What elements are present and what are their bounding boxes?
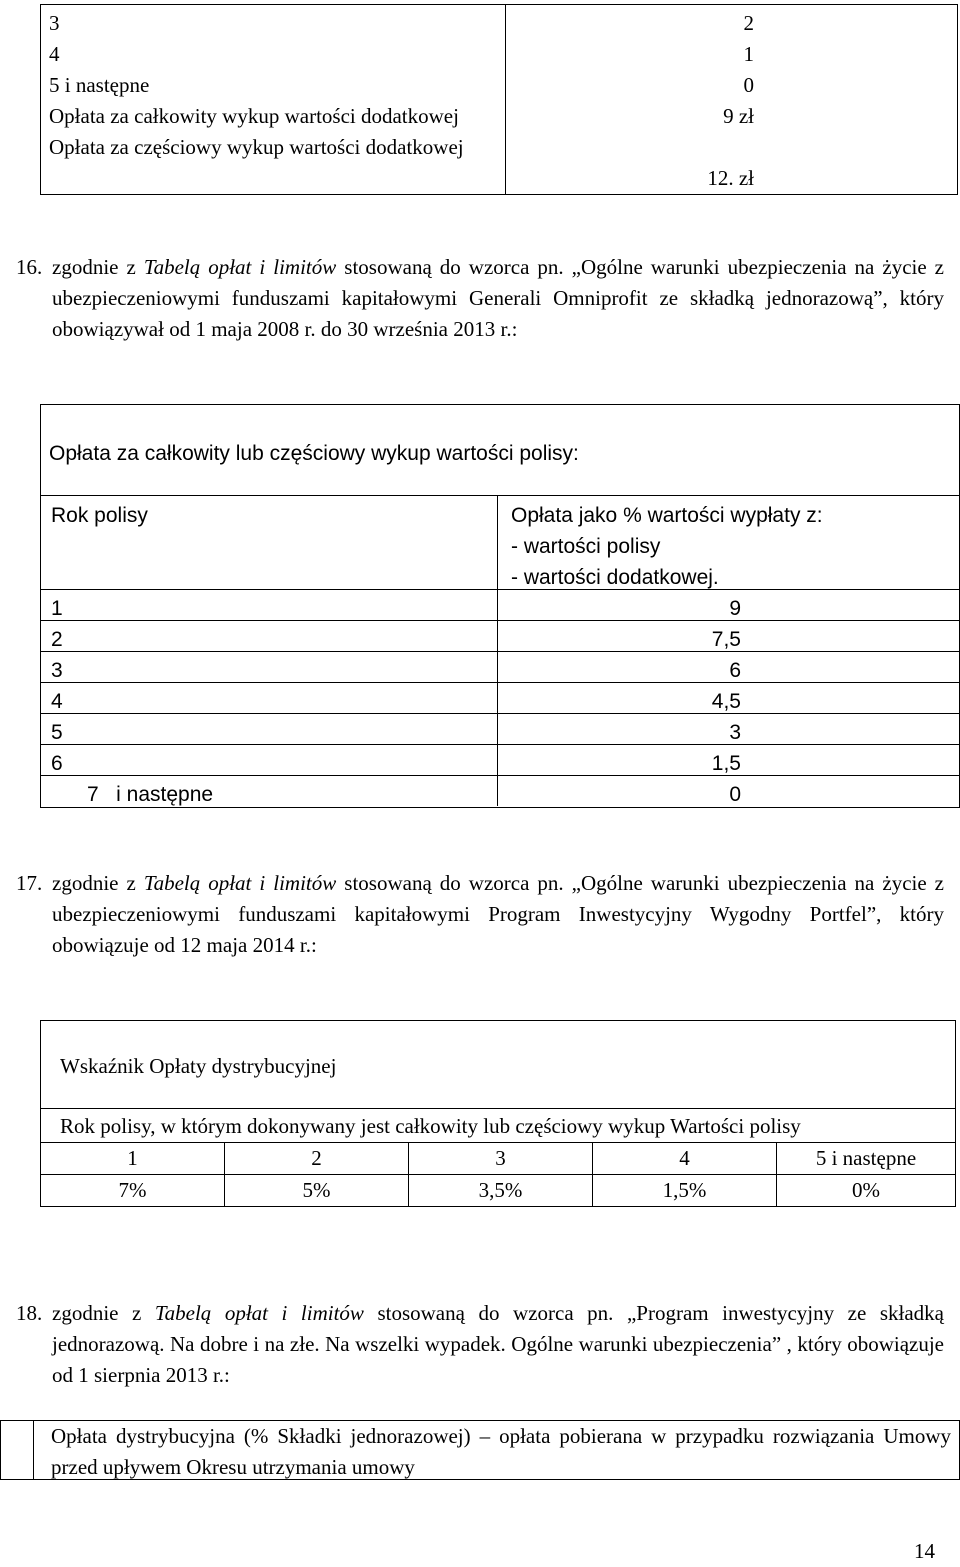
fee-cell: 6 [729, 659, 741, 682]
fee-cell: 4,5 [711, 690, 741, 713]
fee-cell: 3 [729, 721, 741, 744]
table-row [41, 744, 959, 776]
rate-cell: 0% [852, 1178, 880, 1202]
year-cell: 6 [51, 752, 63, 775]
year-cell: 1 [51, 597, 63, 620]
table-row-value: 0 [743, 73, 754, 97]
column-header: Rok polisy, w którym dokonywany jest całkowity lub częściowy wykup Wartości polisy [41, 1109, 956, 1143]
paragraph-text [52, 868, 944, 961]
table-row-label: 3 [49, 11, 60, 35]
text-run: stosowaną do wzorca pn. „Ogólne warunki ubezpieczenia na życie z ubezpieczeniowymi funduszami kapitałowymi Generali Omniprofit ze składką jednorazową”, który obowiązywał od 1 maja 2008 r. do 30 września 2013 r.: [52, 255, 945, 341]
table-row-label: 4 [49, 42, 60, 66]
rate-cell: 7% [41, 1175, 225, 1207]
table-row [41, 713, 959, 745]
table-row-value: 9 zł [723, 104, 754, 128]
table-row-value: 12. zł [707, 166, 754, 190]
paragraph-16 [16, 252, 944, 345]
text-run: zgodnie z [52, 1301, 155, 1325]
italic-reference: Tabelą opłat i limitów [143, 871, 337, 895]
year-cell: 2 [51, 628, 63, 651]
italic-reference: Tabelą opłat i limitów [154, 1301, 364, 1325]
text-run: stosowaną do wzorca pn. „Program inwestycyjny ze składką jednorazową. Na dobre i na złe. Na wszelki wypadek. Ogólne warunki ubezpieczenia” , który obowiązuje od 1 sierpnia 2013 r.: [52, 1301, 945, 1387]
distribution-fee-row [0, 1420, 960, 1480]
year-cell: 4 [593, 1143, 777, 1175]
paragraph-number: 17. [16, 871, 43, 895]
year-cell: 4 [51, 690, 63, 713]
fee-cell: 1,5 [711, 752, 741, 775]
year-cell: 5 i następne [777, 1143, 956, 1175]
year-cell: 7 i następne [87, 783, 214, 806]
paragraph-text [52, 252, 944, 345]
column-header-fee [511, 500, 823, 593]
header-line: - wartości dodatkowej. [511, 566, 719, 589]
year-cell: 1 [41, 1143, 225, 1175]
text-run: stosowaną do wzorca pn. „Ogólne warunki ubezpieczenia na życie z ubezpieczeniowymi funduszami kapitałowymi Program Inwestycyjny Wygodny Portfel”, który obowiązuje od 12 maja 2014 r.: [52, 871, 945, 957]
year-cell: 5 [51, 721, 63, 744]
paragraph-number: 18. [16, 1301, 43, 1325]
table-row-value: 1 [743, 42, 754, 66]
fee-description: Opłata dystrybucyjna (% Składki jednorazowej) – opłata pobierana w przypadku rozwiązania Umowy przed upływem Okresu utrzymania umowy [51, 1424, 951, 1479]
table-row [41, 682, 959, 714]
table-row-label: Opłata za częściowy wykup wartości dodatkowej [49, 135, 464, 159]
header-line: Opłata jako % wartości wypłaty z: [511, 504, 823, 527]
paragraph-text [52, 1298, 944, 1391]
fee-table-top-labels [41, 5, 506, 195]
table-row-label: 5 i następne [49, 73, 150, 97]
table-row [41, 651, 959, 683]
fee-cell: 0 [729, 783, 741, 806]
fee-cell: 7,5 [711, 628, 741, 651]
table-row [41, 620, 959, 652]
fee-table-top-values [506, 5, 958, 195]
distribution-fee-table [40, 1020, 956, 1207]
italic-reference: Tabelą opłat i limitów [143, 255, 337, 279]
text-run: zgodnie z [52, 255, 144, 279]
text-run: zgodnie z [52, 871, 144, 895]
year-cell: 3 [409, 1143, 593, 1175]
table-row-label: Opłata za całkowity wykup wartości dodatkowej [49, 104, 459, 128]
table-row [41, 589, 959, 621]
table-row [41, 775, 959, 807]
rate-cell: 5% [225, 1175, 409, 1207]
rate-cell: 1,5% [593, 1175, 777, 1207]
fee-table-top [40, 4, 958, 195]
year-cell: 2 [225, 1143, 409, 1175]
header-line: - wartości polisy [511, 535, 661, 558]
paragraph-number: 16. [16, 255, 43, 279]
table-row-value: 2 [743, 11, 754, 35]
surrender-fee-table [40, 404, 960, 808]
paragraph-18 [16, 1298, 944, 1391]
year-cell: 3 [51, 659, 63, 682]
table-title: Wskaźnik Opłaty dystrybucyjnej [41, 1021, 956, 1109]
page-number: 14 [914, 1539, 935, 1563]
column-header-year: Rok polisy [51, 504, 148, 527]
fee-cell: 9 [729, 597, 741, 620]
rate-cell: 3,5% [409, 1175, 593, 1207]
paragraph-17 [16, 868, 944, 961]
table-title: Opłata za całkowity lub częściowy wykup wartości polisy: [49, 442, 579, 465]
